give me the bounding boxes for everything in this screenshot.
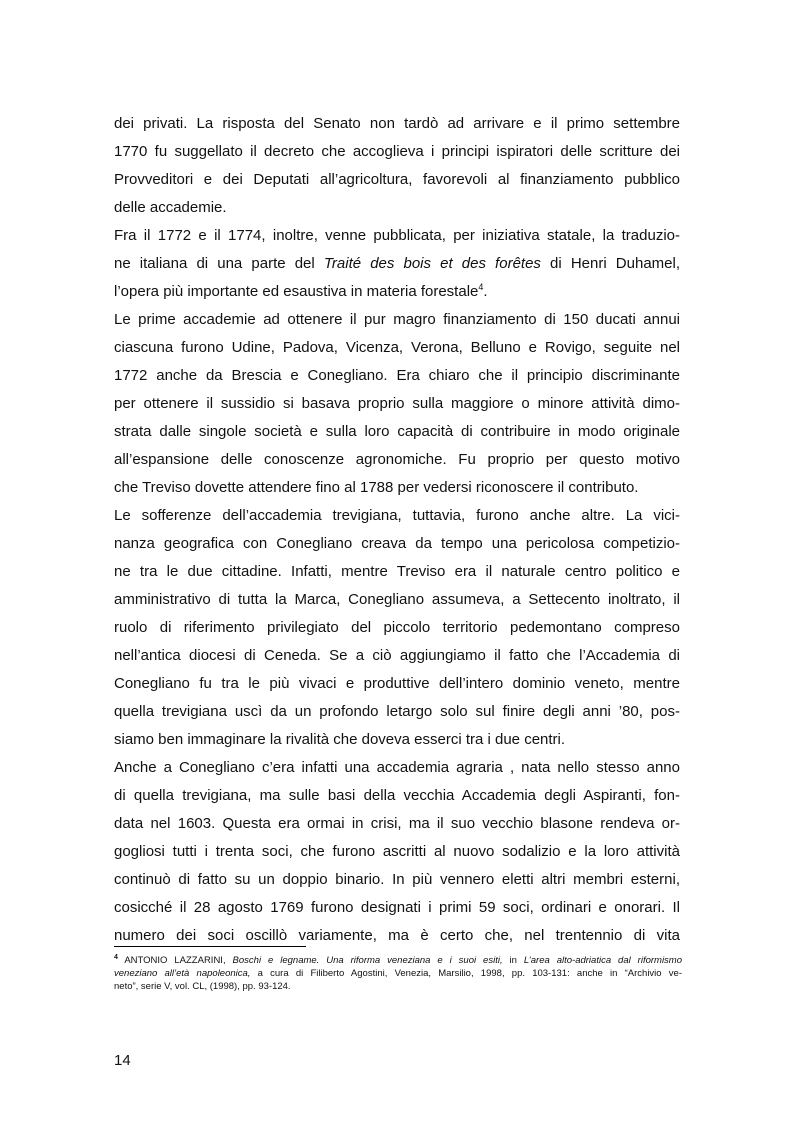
body-line: strata dalle singole società e sulla loro capacità di contribuire in modo originale (114, 423, 680, 440)
body-line: amministrativo di tutta la Marca, Conegliano assumeva, a Settecento inoltrato, il (114, 591, 680, 608)
footnote-publication: a cura di Filiberto Agostini, Venezia, Marsilio, 1998, pp. 103-131: anche in “Archivio ve- (257, 968, 682, 979)
body-line: Le sofferenze dell’accademia trevigiana, tuttavia, furono anche altre. La vici- (114, 507, 680, 524)
body-line: di quella trevigiana, ma sulle basi della vecchia Accademia degli Aspiranti, fon- (114, 787, 680, 804)
body-line: data nel 1603. Questa era ormai in crisi, ma il suo vecchio blasone rendeva or- (114, 815, 680, 832)
book-title: Traité des bois et des forêtes (323, 255, 541, 272)
body-line: Provveditori e dei Deputati all’agricoltura, favorevoli al finanziamento pubblico (114, 171, 680, 188)
footnote-volume-title-cont: veneziano all’età napoleonica, (114, 968, 251, 979)
body-line: Conegliano fu tra le più vivaci e produttive dell’intero dominio veneto, mentre (114, 675, 680, 692)
footnote-author: ANTONIO LAZZARINI, (124, 955, 226, 966)
body-line: Fra il 1772 e il 1774, inoltre, venne pubblicata, per iniziativa statale, la traduzio- (114, 227, 680, 244)
body-line-with-italic: ne italiana di una parte del Traité des bois et des forêtes di Henri Duhamel, (114, 255, 680, 272)
body-line: continuò di fatto su un doppio binario. In più vennero eletti altri membri esterni, (114, 871, 680, 888)
body-line-with-footnote-ref: l’opera più importante ed esaustiva in materia forestale$^4$. (114, 282, 488, 300)
body-line: ruolo di riferimento privilegiato del piccolo territorio pedemontano compreso (114, 619, 680, 636)
body-line: Anche a Conegliano c’era infatti una accademia agraria , nata nello stesso anno (114, 759, 680, 776)
body-line: 1772 anche da Brescia e Conegliano. Era chiaro che il principio discriminante (114, 367, 680, 384)
body-line: per ottenere il sussidio si basava proprio sulla maggiore o minore attività dimo- (114, 395, 680, 412)
footnote-in: in (509, 955, 517, 966)
body-line: che Treviso dovette attendere fino al 1788 per vedersi riconoscere il contributo. (114, 479, 639, 496)
body-line: gogliosi tutti i trenta soci, che furono ascritti al nuovo sodalizio e la loro attività (114, 843, 680, 860)
footnote-line-2 (114, 967, 682, 980)
body-line: Le prime accademie ad ottenere il pur magro finanziamento di 150 ducati annui (114, 311, 680, 328)
body-line: ne tra le due cittadine. Infatti, mentre Treviso era il naturale centro politico e (114, 563, 680, 580)
body-line: quella trevigiana uscì da un profondo letargo solo sul finire degli anni ’80, pos- (114, 703, 680, 720)
body-line: dei privati. La risposta del Senato non tardò ad arrivare e il primo settembre (114, 115, 680, 132)
body-line: siamo ben immaginare la rivalità che doveva esserci tra i due centri. (114, 731, 566, 748)
body-line: numero dei soci oscillò variamente, ma è certo che, nel trentennio di vita (114, 927, 680, 944)
body-line: nell’antica diocesi di Ceneda. Se a ciò aggiungiamo il fatto che l’Accademia di (114, 647, 680, 664)
footnote-reference: 4 (478, 282, 484, 292)
body-line: 1770 fu suggellato il decreto che accoglieva i principi ispiratori delle scritture dei (114, 143, 680, 160)
body-line: cosicché il 28 agosto 1769 furono designati i primi 59 soci, ordinari e onorari. Il (114, 899, 680, 916)
footnote-mark: 4 (114, 954, 118, 961)
body-line: nanza geografica con Conegliano creava da tempo una pericolosa competizio- (114, 535, 680, 552)
body-line: ciascuna furono Udine, Padova, Vicenza, Verona, Belluno e Rovigo, seguite nel (114, 339, 680, 356)
footnote-volume-title: L’area alto-adriatica dal riformismo (523, 955, 682, 966)
footnote-line-3: neto”, serie V, vol. CL, (1998), pp. 93-124. (114, 981, 291, 992)
footnote-line-1 (114, 954, 682, 967)
page-number: 14 (114, 1052, 131, 1069)
footnote-title: Boschi e legname. Una riforma veneziana e i suoi esiti, (232, 955, 503, 966)
footnote-separator (114, 946, 306, 947)
body-line: all’espansione delle conoscenze agronomiche. Fu proprio per questo motivo (114, 451, 680, 468)
body-line: delle accademie. (114, 199, 227, 216)
